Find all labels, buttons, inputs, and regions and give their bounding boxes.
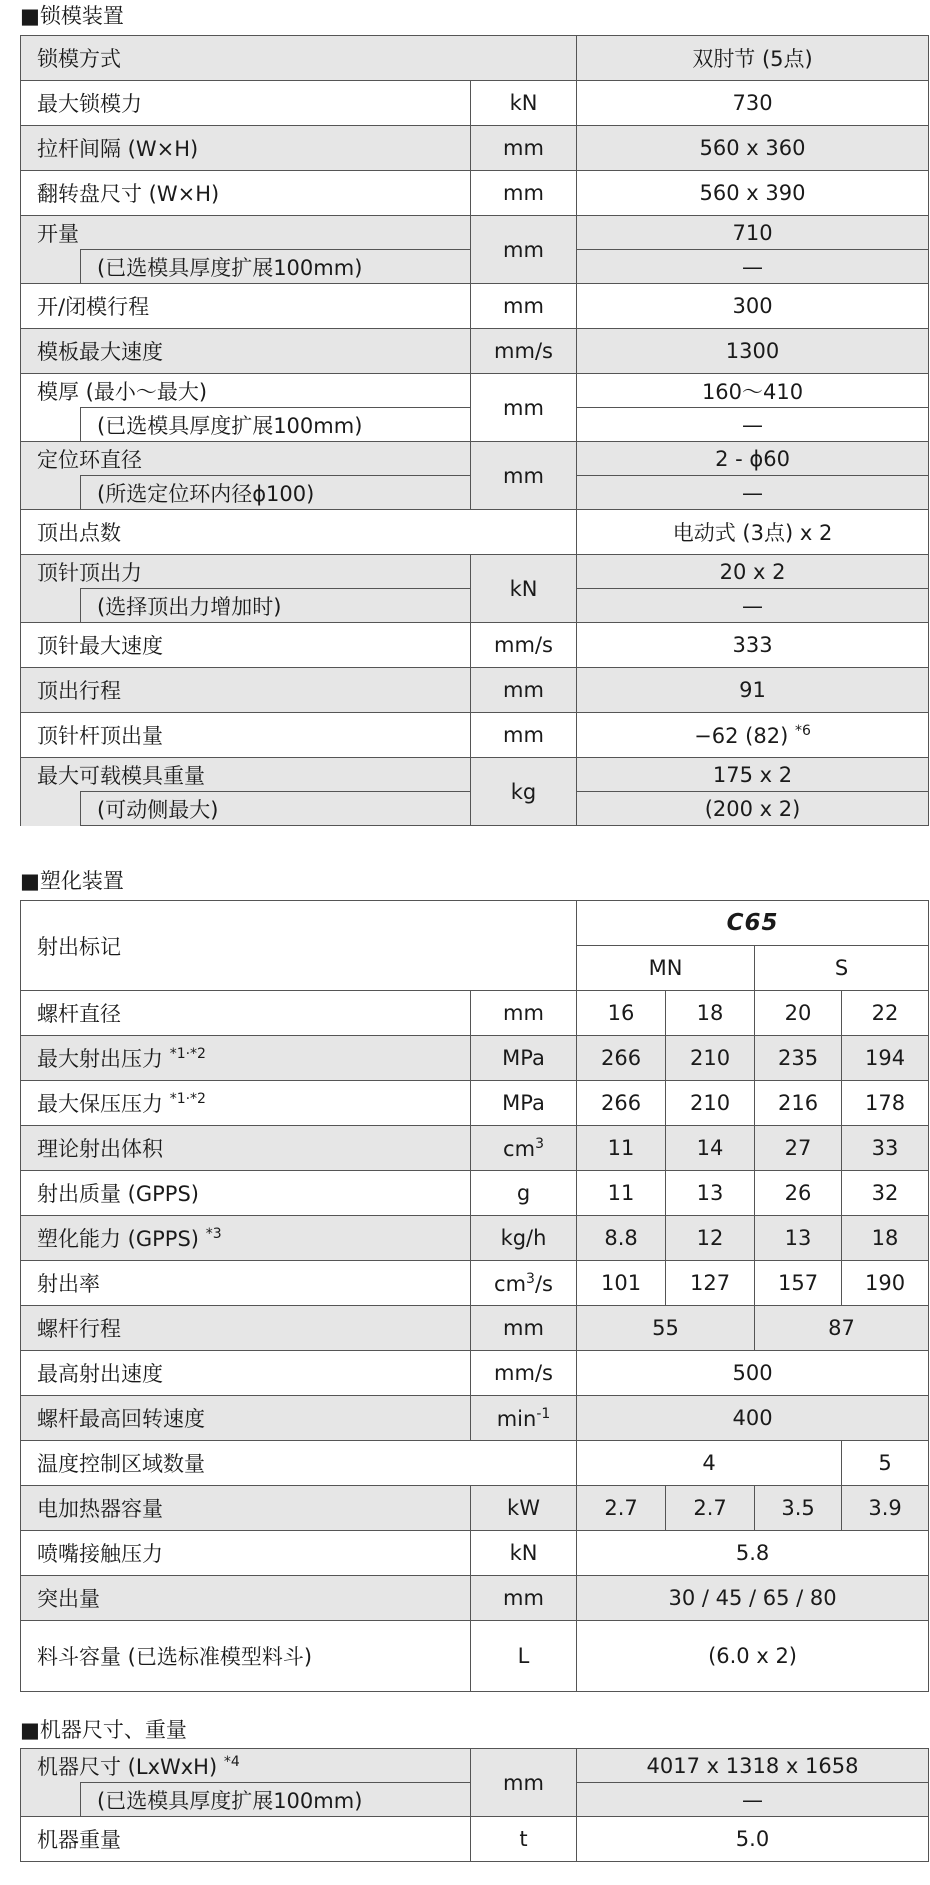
table-row [21,623,929,668]
row-value: 710 [577,216,929,250]
table-row [21,1486,929,1531]
row-subvalue: — [577,408,929,442]
row-label [21,1216,471,1261]
cell: 26 [755,1171,842,1216]
table-row [21,329,929,374]
row-unit: mm [471,374,577,442]
table-row [21,901,929,946]
row-subvalue: — [577,1783,929,1817]
row-label [21,1036,471,1081]
row-label: 顶出行程 [21,668,471,713]
table-row [21,1126,929,1171]
cell: 12 [666,1216,755,1261]
row-unit: kN [471,81,577,126]
unit-sup: 3 [526,1270,535,1287]
unit-text: min [496,1406,537,1431]
row-label: 顶出点数 [21,510,577,555]
row-sublabel: (已选模具厚度扩展100mm) [81,250,471,284]
row-unit: MPa [471,1081,577,1126]
table-row [21,36,929,81]
row-value: 333 [577,623,929,668]
table-row [21,171,929,216]
cell: 87 [755,1306,929,1351]
cell: 2.7 [577,1486,666,1531]
cell: 13 [666,1171,755,1216]
label-text: 最大保压压力 [37,1092,163,1116]
cell: 210 [666,1081,755,1126]
row-unit: kg [471,758,577,826]
table-row [21,1576,929,1621]
unit-sup: -1 [536,1405,551,1422]
row-unit: mm [471,713,577,758]
row-value: 5.0 [577,1817,929,1862]
cell: 30 / 45 / 65 / 80 [577,1576,929,1621]
row-subvalue: — [577,589,929,623]
label-text: 最大射出压力 [37,1047,163,1071]
unit-sup: 3 [535,1135,544,1152]
row-subvalue: — [577,476,929,510]
row-unit: kW [471,1486,577,1531]
row-value: 双肘节 (5点) [577,36,929,81]
row-unit: mm [471,126,577,171]
table-row [21,1171,929,1216]
table-row [21,1396,929,1441]
row-unit: mm [471,1576,577,1621]
row-value: 300 [577,284,929,329]
cell: 14 [666,1126,755,1171]
row-label: 最大锁模力 [21,81,471,126]
screw-type-s: S [755,946,929,991]
footnote-mark: *4 [223,1753,240,1770]
model-name: C65 [577,901,929,946]
cell: 5.8 [577,1531,929,1576]
clamp-table [20,35,929,826]
row-sublabel: (已选模具厚度扩展100mm) [81,408,471,442]
row-unit: mm [471,1306,577,1351]
cell: 18 [666,991,755,1036]
table-row [21,374,929,408]
row-label: 锁模方式 [21,36,577,81]
row-unit: t [471,1817,577,1862]
row-unit [471,1396,577,1441]
cell: 11 [577,1126,666,1171]
row-subvalue: (200 x 2) [577,792,929,826]
row-label: 模厚 (最小～最大) [21,374,471,408]
row-label: 拉杆间隔 (W×H) [21,126,471,171]
row-label: 射出率 [21,1261,471,1306]
row-label: 射出质量 (GPPS) [21,1171,471,1216]
cell: 18 [842,1216,929,1261]
injection-table [20,900,929,1692]
row-value: 1300 [577,329,929,374]
row-label: 料斗容量 (已选标准模型料斗) [21,1621,471,1692]
cell: 16 [577,991,666,1036]
section-title-injection: ■塑化装置 [20,869,124,893]
row-label: 螺杆最高回转速度 [21,1396,471,1441]
row-label: 理论射出体积 [21,1126,471,1171]
section-title-clamp: ■锁模装置 [20,4,124,28]
cell: 400 [577,1396,929,1441]
unit-text: cm [494,1271,527,1296]
cell: 500 [577,1351,929,1396]
row-unit [471,1126,577,1171]
row-value: 91 [577,668,929,713]
row-label: 温度控制区域数量 [21,1441,577,1486]
row-unit: mm [471,284,577,329]
table-row [21,510,929,555]
cell: 3.9 [842,1486,929,1531]
machine-table [20,1748,929,1862]
cell: 55 [577,1306,755,1351]
row-unit: mm [471,442,577,510]
table-row [21,713,929,758]
row-label: 顶针最大速度 [21,623,471,668]
table-row [21,126,929,171]
row-label: 喷嘴接触压力 [21,1531,471,1576]
row-label: 突出量 [21,1576,471,1621]
row-label: 顶针顶出力 [21,555,471,589]
cell: 210 [666,1036,755,1081]
table-row [21,284,929,329]
row-unit [471,1261,577,1306]
row-label [21,1749,471,1783]
row-value: 160～410 [577,374,929,408]
cell: 33 [842,1126,929,1171]
row-value: 175 x 2 [577,758,929,792]
footnote-mark: *6 [794,722,811,739]
row-unit: kN [471,1531,577,1576]
row-label: 开量 [21,216,471,250]
row-value: 20 x 2 [577,555,929,589]
table-row [21,1036,929,1081]
footnote-mark: *1·*2 [169,1046,206,1062]
row-label: 翻转盘尺寸 (W×H) [21,171,471,216]
table-row [21,1749,929,1783]
row-unit: g [471,1171,577,1216]
row-unit: mm/s [471,623,577,668]
table-row [21,1817,929,1862]
table-row [21,1351,929,1396]
table-row [21,1261,929,1306]
cell: 32 [842,1171,929,1216]
row-unit: kN [471,555,577,623]
cell: 235 [755,1036,842,1081]
screw-type-mn: MN [577,946,755,991]
cell: 266 [577,1036,666,1081]
footnote-mark: *1·*2 [169,1091,206,1107]
row-unit: mm/s [471,1351,577,1396]
row-unit: L [471,1621,577,1692]
cell: 157 [755,1261,842,1306]
cell: 5 [842,1441,929,1486]
table-row [21,216,929,250]
row-unit: mm [471,216,577,284]
row-label: 螺杆行程 [21,1306,471,1351]
row-label [21,1081,471,1126]
row-unit: mm [471,171,577,216]
row-label: 定位环直径 [21,442,471,476]
row-unit: mm [471,991,577,1036]
row-value: 560 x 360 [577,126,929,171]
table-row [21,555,929,589]
row-unit: MPa [471,1036,577,1081]
table-row [21,1531,929,1576]
table-row [21,1081,929,1126]
table-row [21,991,929,1036]
row-label: 最高射出速度 [21,1351,471,1396]
row-value: 电动式 (3点) x 2 [577,510,929,555]
table-row [21,442,929,476]
table-row [21,668,929,713]
cell: 216 [755,1081,842,1126]
row-sublabel: (可动侧最大) [81,792,471,826]
row-value [577,713,929,758]
row-sublabel: (所选定位环内径ϕ100) [81,476,471,510]
cell: (6.0 x 2) [577,1621,929,1692]
row-value: 4017 x 1318 x 1658 [577,1749,929,1783]
table-row [21,1216,929,1261]
row-unit: mm [471,1749,577,1817]
cell: 20 [755,991,842,1036]
row-unit: kg/h [471,1216,577,1261]
table-row [21,1306,929,1351]
cell: 4 [577,1441,842,1486]
cell: 13 [755,1216,842,1261]
row-value: 2 - ϕ60 [577,442,929,476]
row-subvalue: — [577,250,929,284]
cell: 27 [755,1126,842,1171]
row-value: 730 [577,81,929,126]
cell: 190 [842,1261,929,1306]
cell: 22 [842,991,929,1036]
cell: 194 [842,1036,929,1081]
cell: 266 [577,1081,666,1126]
label-text: 塑化能力 (GPPS) [37,1227,199,1251]
cell: 101 [577,1261,666,1306]
row-label: 开/闭模行程 [21,284,471,329]
row-unit: mm [471,668,577,713]
row-sublabel: (已选模具厚度扩展100mm) [81,1783,471,1817]
footnote-mark: *3 [205,1226,222,1242]
label-text: 机器尺寸 (LxWxH) [37,1754,218,1779]
row-sublabel: (选择顶出力增加时) [81,589,471,623]
table-row [21,81,929,126]
unit-tail: /s [534,1271,553,1296]
row-label: 电加热器容量 [21,1486,471,1531]
cell: 127 [666,1261,755,1306]
cell: 3.5 [755,1486,842,1531]
cell: 8.8 [577,1216,666,1261]
row-label: 模板最大速度 [21,329,471,374]
row-unit: mm/s [471,329,577,374]
cell: 2.7 [666,1486,755,1531]
unit-text: cm [503,1136,536,1161]
row-value: 560 x 390 [577,171,929,216]
section-title-machine: ■机器尺寸、重量 [20,1718,187,1742]
row-label: 机器重量 [21,1817,471,1862]
rod-value: −62 (82) [694,723,789,748]
row-label: 螺杆直径 [21,991,471,1036]
table-row [21,1441,929,1486]
row-label: 最大可载模具重量 [21,758,471,792]
table-row [21,1621,929,1692]
cell: 11 [577,1171,666,1216]
row-label: 顶针杆顶出量 [21,713,471,758]
table-row [21,758,929,792]
cell: 178 [842,1081,929,1126]
mark-label: 射出标记 [21,901,577,991]
